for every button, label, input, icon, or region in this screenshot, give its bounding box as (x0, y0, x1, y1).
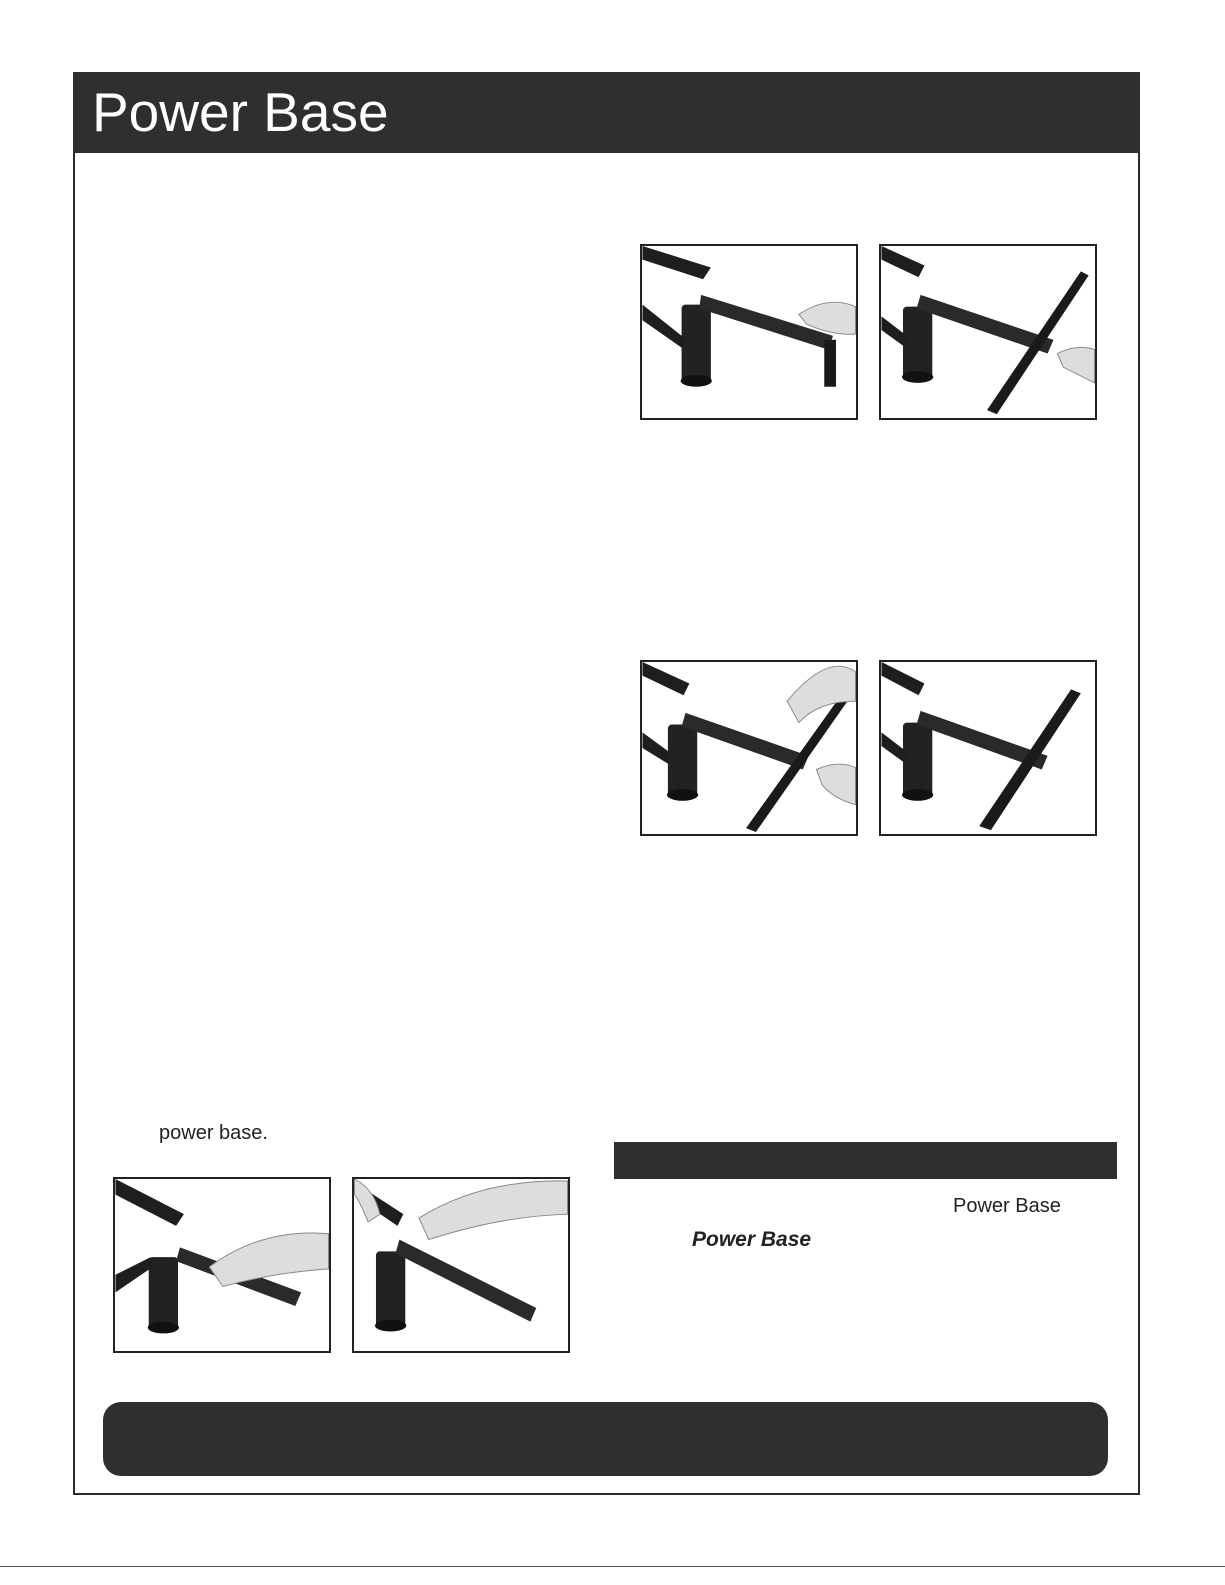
bracket-attach-photo (640, 244, 858, 420)
note-bar (103, 1402, 1108, 1476)
bracket-rail-photo (879, 244, 1097, 420)
rail-insert-photo (113, 1177, 331, 1353)
bracket-complete-photo (879, 660, 1097, 836)
left-text-fragment: power base. (159, 1122, 268, 1144)
page-title: Power Base (92, 81, 389, 143)
power-base-emphasis: Power Base (692, 1228, 812, 1251)
right-text-fragment: Power Base (953, 1195, 1061, 1217)
bracket-tighten-photo (640, 660, 858, 836)
section-heading-bar (614, 1142, 1117, 1179)
rail-wrench-photo (352, 1177, 570, 1353)
bottom-rule (0, 1566, 1225, 1567)
